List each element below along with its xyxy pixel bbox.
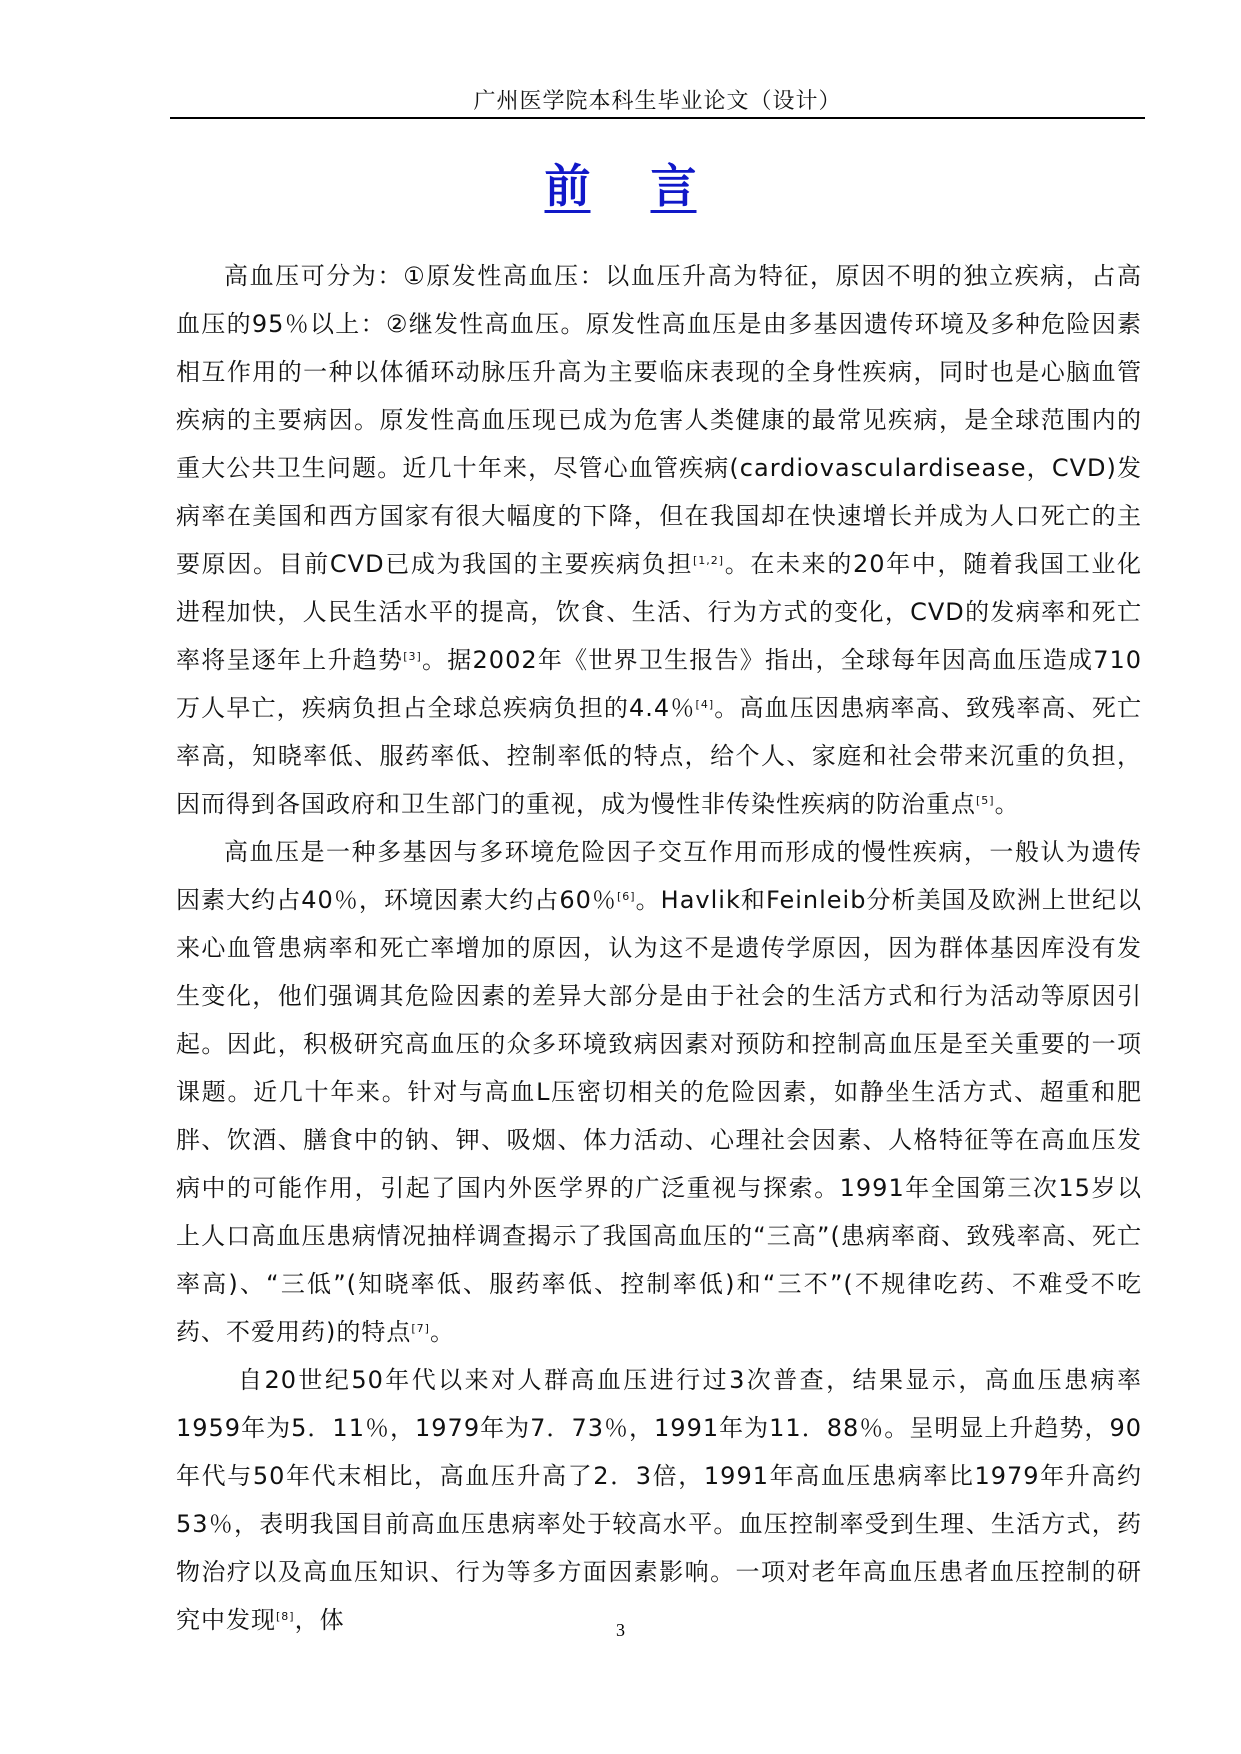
citation: [6] (616, 890, 636, 903)
section-title (0, 150, 1241, 216)
running-header: 广州医学院本科生毕业论文（设计） (473, 89, 842, 114)
paragraph-text: 。在未来的20年中，随着我国工业化进程加快，人民生活水平的提高，饮食、生活、行为方式的变化，CVD的发病率和死亡率将呈逐年上升趋势 (176, 550, 1143, 674)
body-text (176, 252, 1142, 1644)
header-rule (170, 117, 1145, 119)
paragraph-text: 高血压可分为：①原发性高血压：以血压升高为特征，原因不明的独立疾病，占高血压的95％以上：②继发性高血压。原发性高血压是由多基因遗传环境及多种危险因素相互作用的一种以体循环动脉压升高为主要临床表现的全身性疾病，同时也是心脑血管疾病的主要病因。原发性高血压现已成为危害人类健康的最常见疾病，是全球范围内的重大公共卫生问题。近几十年来，尽管心血管疾病(cardiovasculardisease，CVD)发病率在美国和西方国家有很大幅度的下降，但在我国却在快速增长并成为人口死亡的主要原因。目前CVD已成为我国的主要疾病负担 (176, 262, 1142, 578)
citation: [4] (695, 698, 715, 711)
citation: [5] (976, 794, 995, 807)
paragraph-text: 。高血压因患病率高、致残率高、死亡率高，知晓率低、服药率低、控制率低的特点，给个人、家庭和社会带来沉重的负担，因而得到各国政府和卫生部门的重视，成为慢性非传染性疾病的防治重点 (176, 694, 1143, 818)
paragraph-text: 。 (429, 1318, 455, 1346)
section-title-part2: 言 (650, 159, 697, 213)
citation: [3] (403, 650, 422, 663)
paragraph (176, 1356, 1142, 1644)
citation: [8] (276, 1610, 295, 1623)
paragraph-text: ，体 (294, 1606, 345, 1634)
paragraph-text: 自20世纪50年代以来对人群高血压进行过3次普查，结果显示，高血压患病率1959年为5．11％，1979年为7．73％，1991年为11．88％。呈明显上升趋势，90年代与50年代末相比，高血压升高了2．3倍，1991年高血压患病率比1979年升高约53％，表明我国目前高血压患病率处于较高水平。血压控制率受到生理、生活方式，药物治疗以及高血压知识、行为等多方面因素影响。一项对老年高血压患者血压控制的研究中发现 (176, 1366, 1142, 1634)
paragraph-text: 。 (994, 790, 1020, 818)
paragraph-text: 高血压是一种多基因与多环境危险因子交互作用而形成的慢性疾病，一般认为遗传因素大约占40％，环境因素大约占60％ (176, 838, 1142, 914)
paragraph-text: 。Havlik和Feinleib分析美国及欧洲上世纪以来心血管患病率和死亡率增加的原因，认为这不是遗传学原因，因为群体基因库没有发生变化，他们强调其危险因素的差异大部分是由于社会的生活方式和行为活动等原因引起。因此，积极研究高血压的众多环境致病因素对预防和控制高血压是至关重要的一项课题。近几十年来。针对与高血L压密切相关的危险因素，如静坐生活方式、超重和肥胖、饮酒、膳食中的钠、钾、吸烟、体力活动、心理社会因素、人格特征等在高血压发病中的可能作用，引起了国内外医学界的广泛重视与探索。1991年全国第三次15岁以上人口高血压患病情况抽样调查揭示了我国高血压的“三高”(患病率商、致残率高、死亡率高)、“三低”(知晓率低、服药率低、控制率低)和“三不”(不规律吃药、不难受不吃药、不爱用药)的特点 (176, 886, 1143, 1346)
paragraph (176, 828, 1142, 1356)
citation: [1,2] (693, 554, 725, 567)
page-number: 3 (616, 1620, 625, 1640)
paragraph-text: 。据2002年《世界卫生报告》指出，全球每年因高血压造成710万人早亡，疾病负担占全球总疾病负担的4.4％ (176, 646, 1143, 722)
paragraph (176, 252, 1142, 828)
citation: [7] (411, 1322, 430, 1335)
section-title-part1: 前 (544, 159, 591, 213)
